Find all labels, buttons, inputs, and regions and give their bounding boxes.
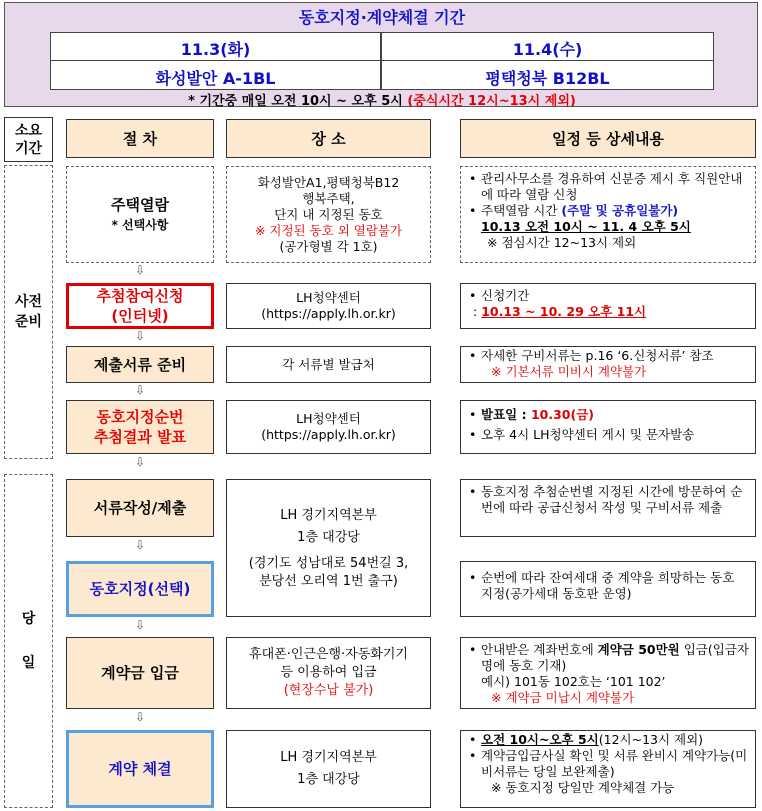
place-r2-l2: (https://apply.lh.or.kr): [261, 306, 396, 321]
arrow-down-icon: ⇩: [134, 538, 146, 552]
detail-r2-item1: • 신청기간: [469, 288, 749, 304]
step-draw-result-l2: 추첨결과 발표: [93, 428, 187, 446]
place-deposit-payment: [226, 637, 431, 709]
detail-r5-item1: • 동호지정 추첨순번별 지정된 시간에 방문하여 순번에 따라 공급신청서 작성 및 구비서류 제출: [469, 484, 749, 516]
header-detail: 일정 등 상세내용: [460, 119, 756, 158]
side-day-line1: 당: [21, 611, 36, 627]
detail-r2-period: 10.13 ~ 10. 29 오후 11시: [481, 304, 647, 319]
place-r7-l1: 휴대폰·인근은행·자동화기기: [249, 647, 408, 662]
detail-deposit-payment: [460, 637, 756, 709]
detail-r7-deposit-amount: 계약금 50만원: [597, 642, 680, 657]
step-house-viewing-title: 주택열람: [111, 195, 169, 214]
step-deposit-payment: 계약금 입금: [66, 637, 214, 709]
place-contract-signing: [226, 730, 431, 808]
step-draw-result: [66, 400, 214, 454]
step-house-viewing: [66, 166, 214, 263]
period-note-lunch: (중식시간 12시~13시 제외): [407, 94, 576, 109]
place-r7-l3: (현장수납 불가): [283, 683, 374, 698]
detail-r1-period: 10.13 오전 10시 ~ 11. 4 오후 5시: [481, 219, 691, 234]
place-r3: 각 서류별 발급처: [282, 356, 375, 372]
detail-r8-item2: • 계약금입금사실 확인 및 서류 완비시 계약가능(미비서류는 당일 보완제출): [469, 748, 749, 780]
step-contract-signing: 계약 체결: [66, 730, 214, 808]
period-place-left: 화성발안 A-1BL: [155, 69, 276, 88]
detail-r8-hours: 오전 10시~오후 5시: [481, 732, 599, 747]
place-house-viewing: [226, 166, 431, 263]
detail-r1-item2-b: (주말 및 공휴일불가): [561, 203, 679, 218]
place-r1-l3: 단지 내 지정된 동호: [274, 206, 383, 222]
side-label-pre: [4, 165, 53, 459]
period-cell-right: [381, 32, 714, 90]
detail-r7-example: 예시) 101동 102호는 ‘101 102’: [481, 674, 666, 689]
place-r4-l2: (https://apply.lh.or.kr): [261, 427, 396, 442]
arrow-down-icon: ⇩: [134, 383, 146, 397]
detail-r7-item1-a: 안내받은 계좌번호에: [481, 642, 598, 657]
place-draw-application: [226, 283, 431, 329]
place-r1-l1: 화성발안A1,평택청북B12: [257, 174, 400, 190]
period-cell-left: [50, 32, 381, 90]
period-title: 동호지정·계약체결 기간: [298, 8, 466, 27]
place-r2-l1: LH청약센터: [296, 290, 361, 305]
place-r5-l2: 1층 대강당: [297, 530, 360, 545]
place-r8-l2: 1층 대강당: [297, 772, 360, 787]
header-period-line1: 소요: [14, 122, 43, 139]
place-r8-l1: LH 경기지역본부: [280, 750, 377, 765]
place-r5-l1: LH 경기지역본부: [280, 508, 377, 523]
detail-r1-item2-a: 주택열람 시간: [481, 203, 562, 218]
arrow-down-icon: ⇩: [134, 618, 146, 632]
detail-r8-note: ※ 동호지정 당일만 계약체결 가능: [491, 780, 675, 795]
period-note: [5, 90, 759, 109]
place-r5-l3: (경기도 성남대로 54번길 3,: [248, 556, 409, 571]
place-r1-l4: ※ 지정된 동호 외 열람불가: [254, 222, 403, 238]
detail-r1-lunch: ※ 점심시간 12~13시 제외: [487, 235, 637, 250]
header-place: 장 소: [226, 119, 431, 158]
period-box: [4, 2, 758, 107]
detail-r7-warning: ※ 계약금 미납시 계약불가: [491, 690, 635, 705]
detail-r1-item2: [469, 203, 749, 219]
header-period: [4, 117, 53, 162]
place-r7-l2: 등 이용하여 입금: [280, 665, 377, 680]
period-place-right: 평택청북 B12BL: [485, 69, 610, 88]
arrow-down-icon: ⇩: [134, 329, 146, 343]
step-document-prep: 제출서류 준비: [66, 346, 214, 383]
header-period-line2: 기간: [14, 140, 43, 157]
step-draw-application-l1: 추첨참여신청: [96, 287, 184, 305]
arrow-down-icon: ⇩: [134, 455, 146, 469]
detail-r8-lunch: (12시~13시 제외): [598, 732, 704, 747]
detail-r7-item1-c: 입금(입금자명에 동호 기재): [481, 642, 749, 673]
step-draw-application-l2: (인터넷): [111, 307, 169, 325]
detail-draw-application: [460, 283, 756, 329]
detail-r4-item1: [469, 407, 749, 423]
step-unit-selection: 동호지정(선택): [66, 561, 214, 617]
detail-r4-announce-date: 10.30(금): [530, 407, 594, 422]
detail-contract-signing: [460, 730, 756, 808]
detail-r4-item2: • 오후 4시 LH청약센터 게시 및 문자발송: [469, 427, 749, 443]
period-note-main: * 기간중 매일 오전 10시 ~ 오후 5시: [188, 94, 408, 109]
detail-r2-colon: :: [473, 304, 482, 319]
place-r1-l2: 행복주택,: [302, 190, 355, 206]
detail-unit-selection: [460, 561, 756, 617]
step-house-viewing-optional: * 선택사항: [111, 217, 169, 232]
place-document-prep: [226, 346, 431, 383]
detail-r4-announce-label: 발표일 :: [481, 407, 531, 422]
side-day-line2: 일: [21, 655, 36, 671]
detail-draw-result: [460, 400, 756, 454]
detail-r7-item1: [469, 642, 749, 674]
header-step: 절 차: [66, 119, 214, 158]
place-r4-l1: LH청약센터: [296, 411, 361, 426]
period-date-right: 11.4(수): [512, 40, 583, 59]
side-pre-line1: 사전: [14, 294, 43, 310]
place-gyeonggi-hq: [226, 479, 431, 617]
side-label-day: [4, 474, 53, 808]
arrow-down-icon: ⇩: [134, 263, 146, 277]
detail-document-submit: [460, 479, 756, 537]
period-date-left: 11.3(화): [180, 40, 251, 59]
detail-r1-item1: • 관리사무소를 경유하여 신분증 제시 후 직원안내에 따라 열람 신청: [469, 171, 749, 203]
detail-r6-item1: • 순번에 따라 잔여세대 중 계약을 희망하는 동호 지정(공가세대 동호판 운영): [469, 570, 749, 602]
arrow-down-icon: ⇩: [134, 710, 146, 724]
place-r1-l5: (공가형별 각 1호): [279, 238, 378, 254]
detail-r3-warning: ※ 기본서류 미비시 계약불가: [491, 364, 647, 379]
detail-house-viewing: [460, 166, 756, 263]
detail-r8-item1: [469, 732, 749, 748]
step-draw-result-l1: 동호지정순번: [96, 408, 184, 426]
detail-r3-item1: • 자세한 구비서류는 p.16 ‘6.신청서류’ 참조: [469, 348, 749, 364]
place-r5-l4: 분당선 오리역 1번 출구): [259, 574, 398, 589]
detail-document-prep: [460, 346, 756, 383]
place-draw-result: [226, 400, 431, 454]
side-pre-line2: 준비: [14, 314, 43, 330]
step-document-submit: 서류작성/제출: [66, 479, 214, 537]
step-draw-application: [66, 283, 214, 329]
